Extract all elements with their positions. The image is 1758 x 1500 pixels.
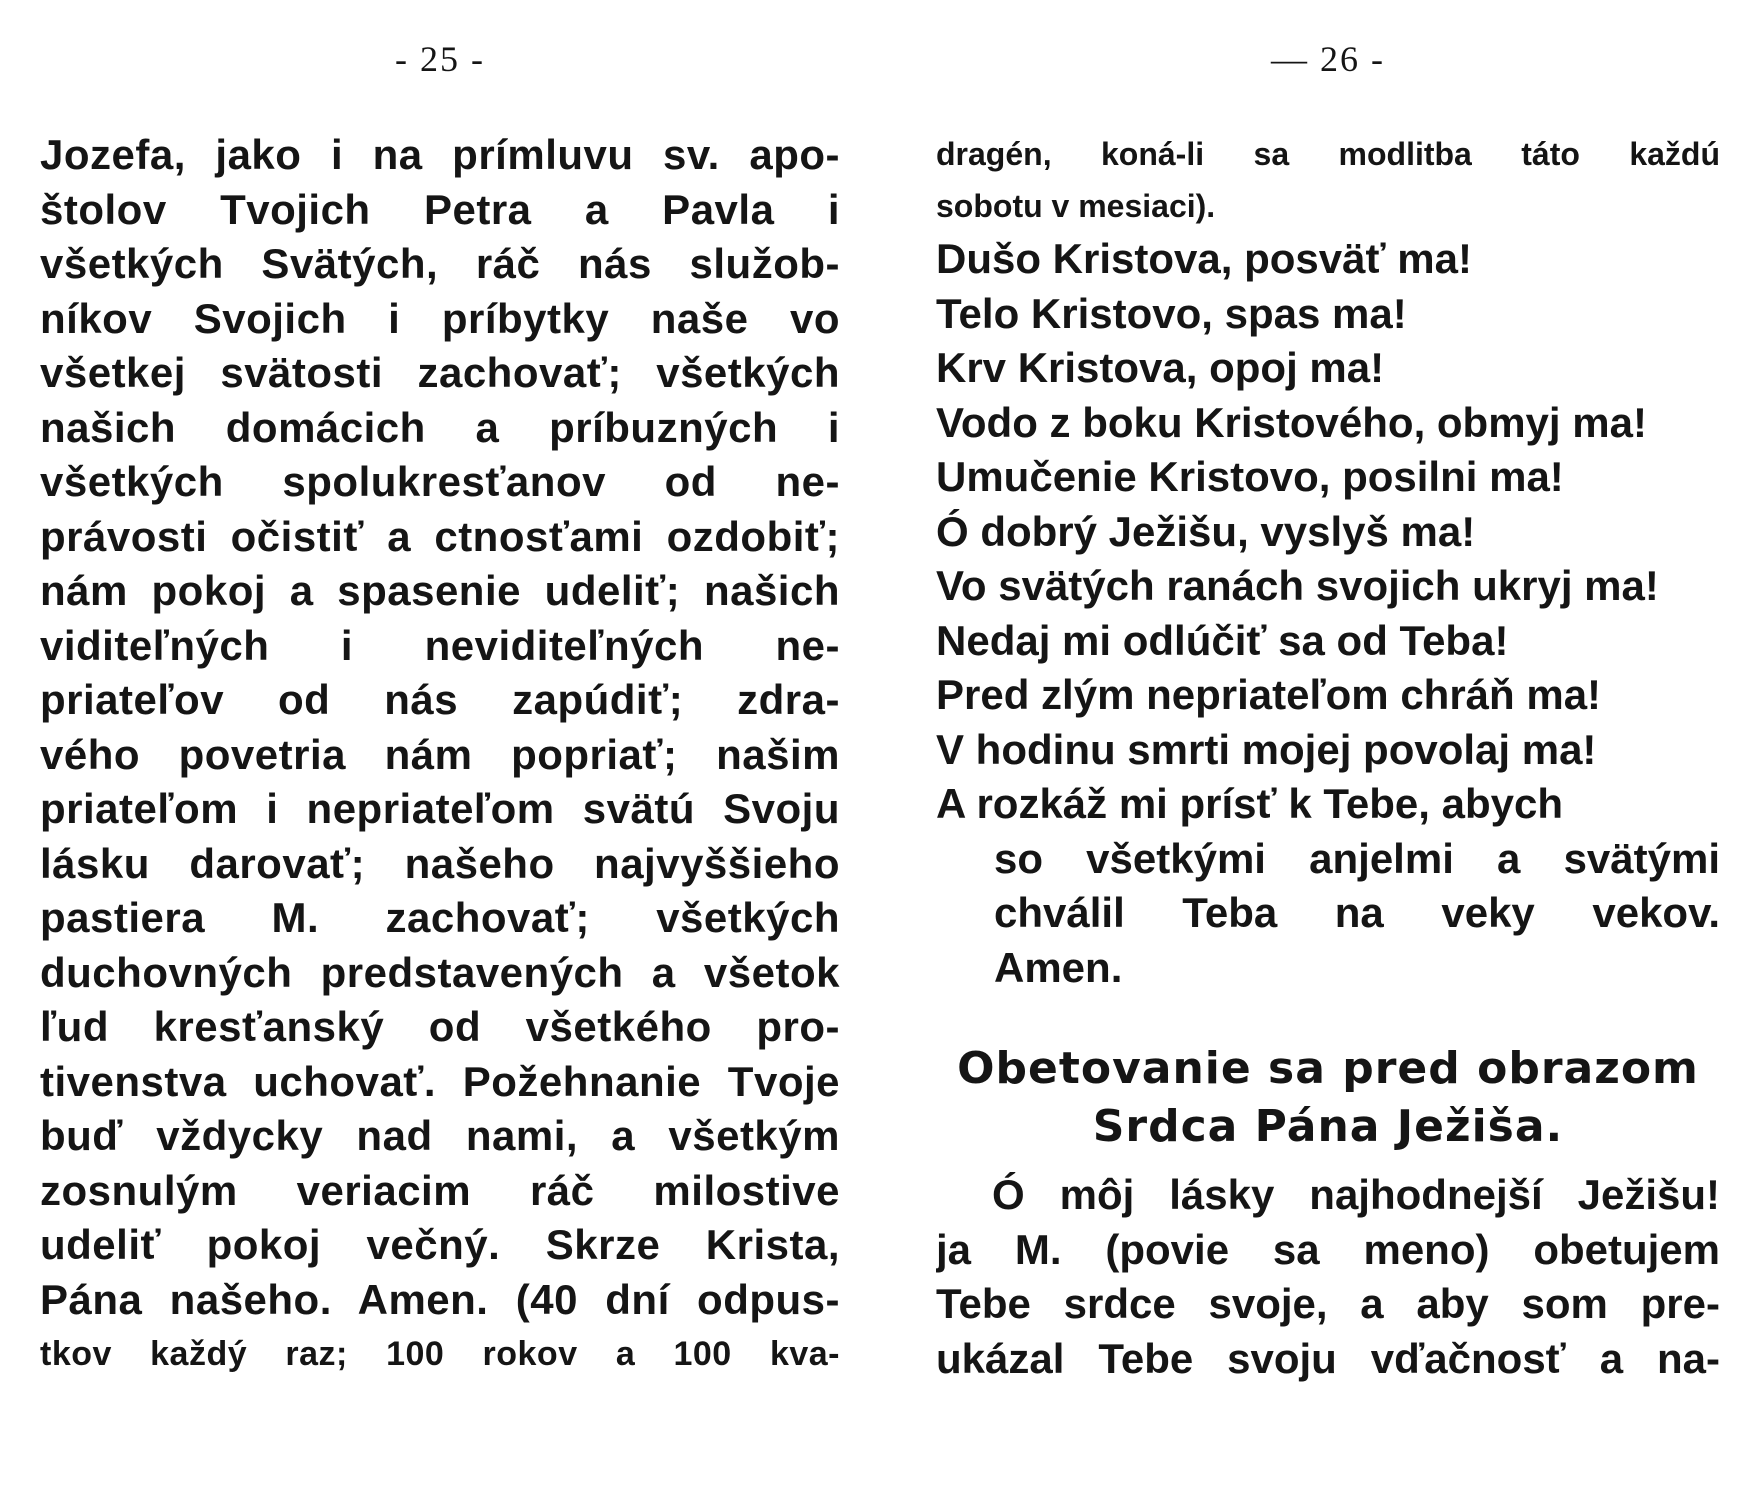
text-line: udeliť pokoj večný. Skrze Krista, [40, 1221, 840, 1268]
page-number: - 25 - [395, 39, 485, 79]
text-line: tkov každý raz; 100 rokov a 100 kva- [40, 1335, 840, 1373]
text-line: duchovných predstavených a všetok [40, 948, 840, 996]
section-heading [936, 1040, 1720, 1156]
litany-line: V hodinu smrti mojej povolaj ma! [936, 725, 1597, 773]
page-number: — 26 - [1271, 39, 1385, 79]
text-line: všetkých Svätých, ráč nás služob- [40, 240, 840, 287]
text-line: viditeľných i neviditeľných ne- [40, 621, 840, 669]
litany-line: chválil Teba na veky vekov. [994, 889, 1720, 936]
text-line: níkov Svojich i príbytky naše vo [40, 294, 840, 342]
text-line: buď vždycky nad nami, a všetkým [40, 1112, 840, 1159]
text-line: všetkej svätosti zachovať; všetkých [40, 349, 840, 396]
text-line: všetkých spolukresťanov od ne- [40, 458, 840, 505]
litany-line: Vo svätých ranách svojich ukryj ma! [936, 562, 1659, 609]
offering-text [936, 1168, 1720, 1386]
text-line: nám pokoj a spasenie udeliť; našich [40, 567, 840, 614]
litany-line: Amen. [994, 943, 1123, 991]
text-line: Pána našeho. Amen. (40 dní odpus- [40, 1275, 840, 1323]
text-line: ukázal Tebe svoju vďačnosť a na- [936, 1334, 1720, 1382]
heading-line: Srdca Pána Ježiša. [1092, 1101, 1564, 1152]
litany [936, 232, 1720, 995]
litany-line: Vodo z boku Kristového, obmyj ma! [936, 398, 1647, 446]
text-line: Tebe srdce svoje, a aby som pre- [936, 1280, 1720, 1327]
text-line: priateľom i nepriateľom svätú Svoju [40, 785, 840, 832]
litany-line: Nedaj mi odlúčiť sa od Teba! [936, 616, 1509, 664]
text-line: právosti očistiť a ctnosťami ozdobiť; [40, 512, 840, 560]
text-line: ja M. (povie sa meno) obetujem [936, 1225, 1720, 1273]
text-line: ľud kresťanský od všetkého pro- [40, 1003, 840, 1050]
litany-line: so všetkými anjelmi a svätými [994, 834, 1720, 882]
left-page [40, 0, 840, 1500]
litany-line: Dušo Kristova, posväť ma! [936, 235, 1472, 282]
litany-line: Telo Kristovo, spas ma! [936, 289, 1407, 337]
litany-line: Ó dobrý Ježišu, vyslyš ma! [936, 507, 1476, 555]
text-line: zosnulým veriacim ráč milostive [40, 1166, 840, 1214]
litany-line: Pred zlým nepriateľom chráň ma! [936, 671, 1602, 718]
right-page [936, 0, 1720, 1500]
litany-line: Krv Kristova, opoj ma! [936, 344, 1385, 391]
text-line: priateľov od nás zapúdiť; zdra- [40, 676, 840, 723]
text-line: vého povetria nám popriať; našim [40, 730, 840, 778]
text-line: tivenstva uchovať. Požehnanie Tvoje [40, 1057, 840, 1105]
litany-line: Umučenie Kristovo, posilni ma! [936, 453, 1564, 500]
text-line: pastiera M. zachovať; všetkých [40, 894, 840, 941]
text-line: štolov Tvojich Petra a Pavla i [40, 185, 840, 233]
litany-line: A rozkáž mi prísť k Tebe, abych [936, 780, 1563, 827]
text-line: Ó môj lásky najhodnejší Ježišu! [992, 1171, 1720, 1218]
text-line: dragén, koná-li sa modlitba táto každú [936, 136, 1720, 172]
intro-text [936, 128, 1720, 232]
text-line: našich domácich a príbuzných i [40, 403, 840, 451]
text-line: Jozefa, jako i na prímluvu sv. apo- [40, 131, 840, 178]
text-line: lásku darovať; našeho najvyššieho [40, 839, 840, 887]
heading-line: Obetovanie sa pred obrazom [957, 1043, 1699, 1094]
prayer-text [40, 128, 840, 1382]
text-line: sobotu v mesiaci). [936, 188, 1216, 224]
